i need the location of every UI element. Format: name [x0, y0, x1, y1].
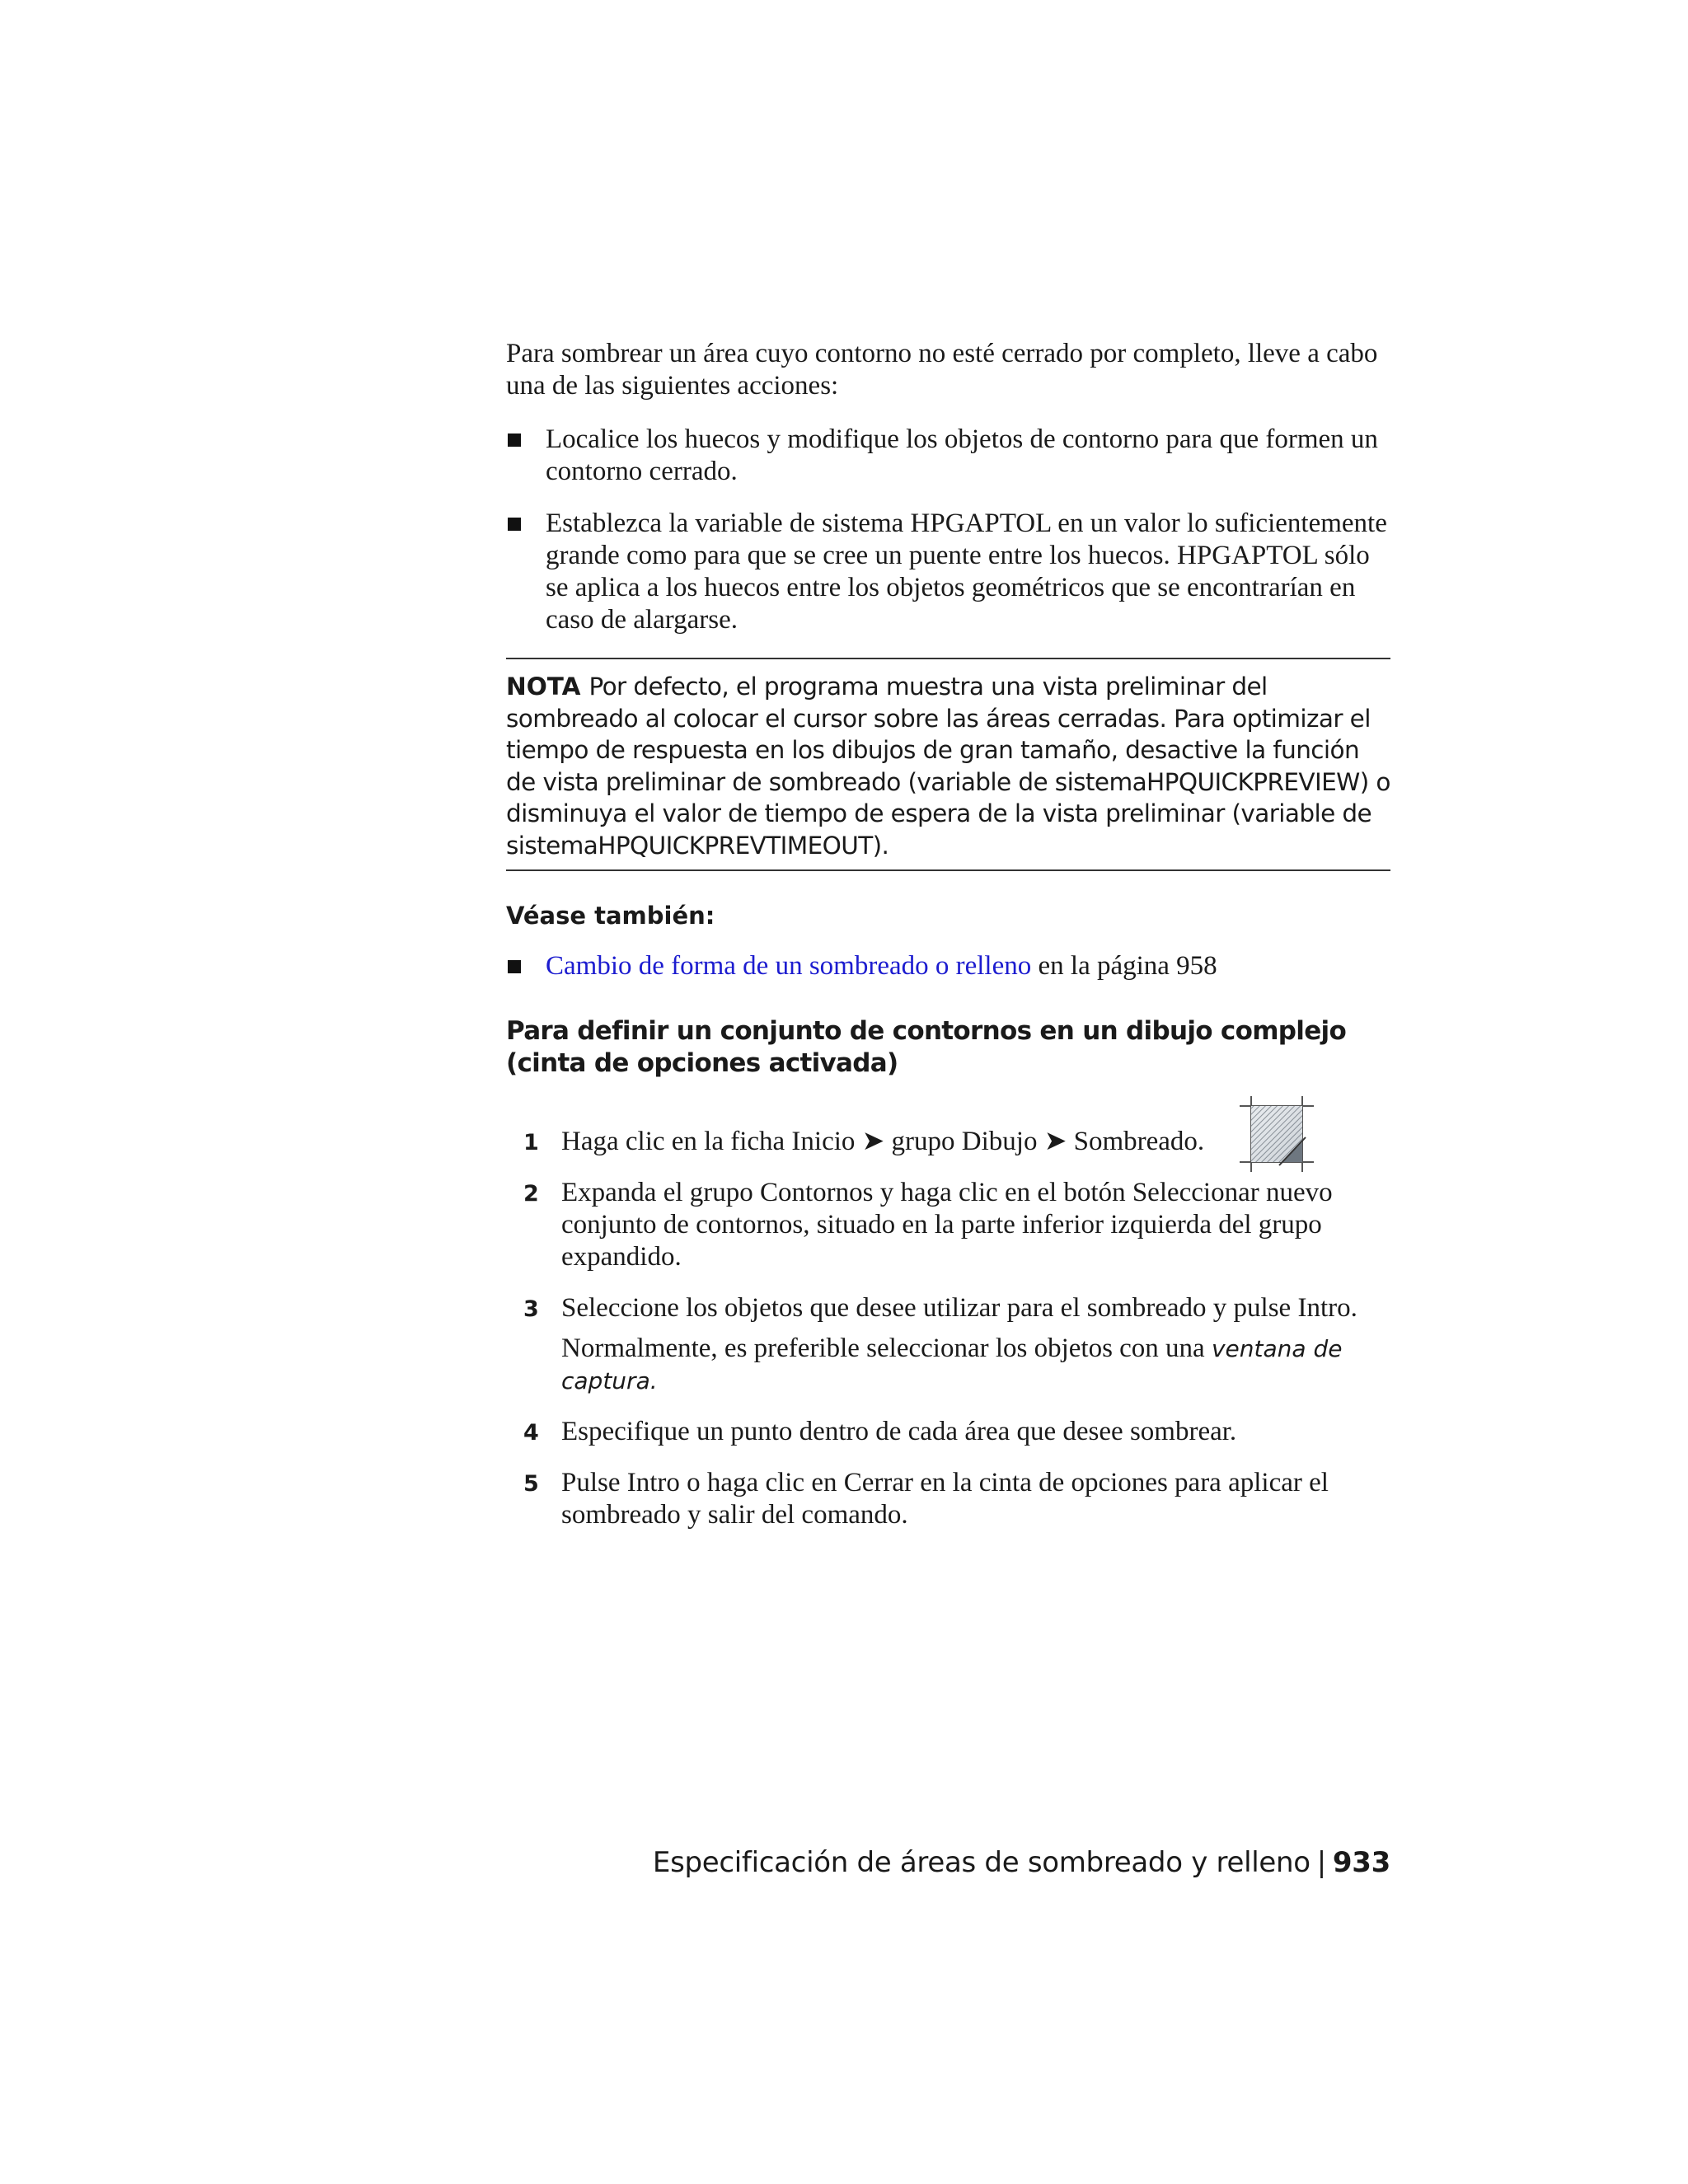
footer-separator: |: [1316, 1846, 1326, 1879]
step-number: 5: [523, 1471, 539, 1497]
list-item-text: Establezca la variable de sistema HPGAPTOL en un valor lo suficientemente grande como para que se cree un puente entre los huecos. HPGAPTOL sólo se aplica a los huecos entre los objetos geométricos que se encontrarían en caso de alargarse.: [546, 509, 1387, 635]
step-text: Especifique un punto dentro de cada área que desee sombrear.: [561, 1417, 1237, 1446]
note-text: Por defecto, el programa muestra una vista preliminar del sombreado al colocar el cursor sobre las áreas cerradas. Para optimizar el tiempo de respuesta en los dibujos de gran tamaño, desactive la función de vista preliminar de sombreado (variable de sistemaHPQUICKPREVIEW) o disminuya el valor de tiempo de espera de la vista preliminar (variable de sistemaHPQUICKPREVTIMEOUT).: [506, 673, 1390, 860]
list-item: [506, 508, 1390, 636]
page-footer: [653, 1846, 1390, 1879]
bullet-list: [506, 424, 1390, 636]
page-number: 933: [1332, 1846, 1390, 1879]
procedure-title: Para definir un conjunto de contornos en un dibujo complejo (cinta de opciones activada): [506, 1016, 1347, 1078]
step-number: 1: [523, 1130, 539, 1155]
intro-paragraph: Para sombrear un área cuyo contorno no esté cerrado por completo, lleve a cabo una de las siguientes acciones:: [506, 339, 1378, 401]
step-item: [506, 1416, 1390, 1448]
square-bullet-icon: [508, 434, 521, 447]
see-also-list: [506, 950, 1390, 982]
list-item-text: Localice los huecos y modifique los objetos de contorno para que formen un contorno cerrado.: [546, 424, 1378, 486]
see-also-suffix: en la página 958: [1031, 951, 1217, 981]
step-text: Haga clic en la ficha Inicio ➤ grupo Dibujo ➤ Sombreado.: [561, 1127, 1205, 1156]
square-bullet-icon: [508, 518, 521, 531]
note-box: [506, 658, 1390, 871]
step-number: 4: [523, 1420, 539, 1446]
step-subtext-prefix: Normalmente, es preferible seleccionar los objetos con una: [561, 1333, 1212, 1363]
footer-section-title: Especificación de áreas de sombreado y relleno: [652, 1846, 1311, 1879]
step-subtext-suffix: .: [649, 1367, 658, 1394]
procedure-steps: [506, 1126, 1390, 1531]
step-text: Seleccione los objetos que desee utilizar para el sombreado y pulse Intro.: [561, 1293, 1357, 1323]
see-also-link[interactable]: Cambio de forma de un sombreado o relleno: [546, 951, 1032, 981]
hatch-icon: [1240, 1096, 1314, 1172]
list-item: [506, 950, 1390, 982]
step-item: [506, 1292, 1390, 1397]
note-label: NOTA: [506, 673, 581, 701]
page-content: [506, 338, 1390, 1550]
see-also-heading: Véase también:: [506, 902, 715, 930]
step-text: Pulse Intro o haga clic en Cerrar en la cinta de opciones para aplicar el sombreado y salir del comando.: [561, 1468, 1329, 1530]
step-item: [506, 1467, 1390, 1531]
list-item: [506, 424, 1390, 488]
step-subtext: [561, 1333, 1390, 1397]
step-text: Expanda el grupo Contornos y haga clic en el botón Seleccionar nuevo conjunto de contornos, situado en la parte inferior izquierda del grupo expandido.: [561, 1178, 1333, 1272]
step-number: 2: [523, 1181, 539, 1207]
step-number: 3: [523, 1296, 539, 1322]
square-bullet-icon: [508, 960, 521, 973]
step-item: [506, 1177, 1390, 1273]
step-subtext-term: ventana de captura: [561, 1335, 1343, 1394]
